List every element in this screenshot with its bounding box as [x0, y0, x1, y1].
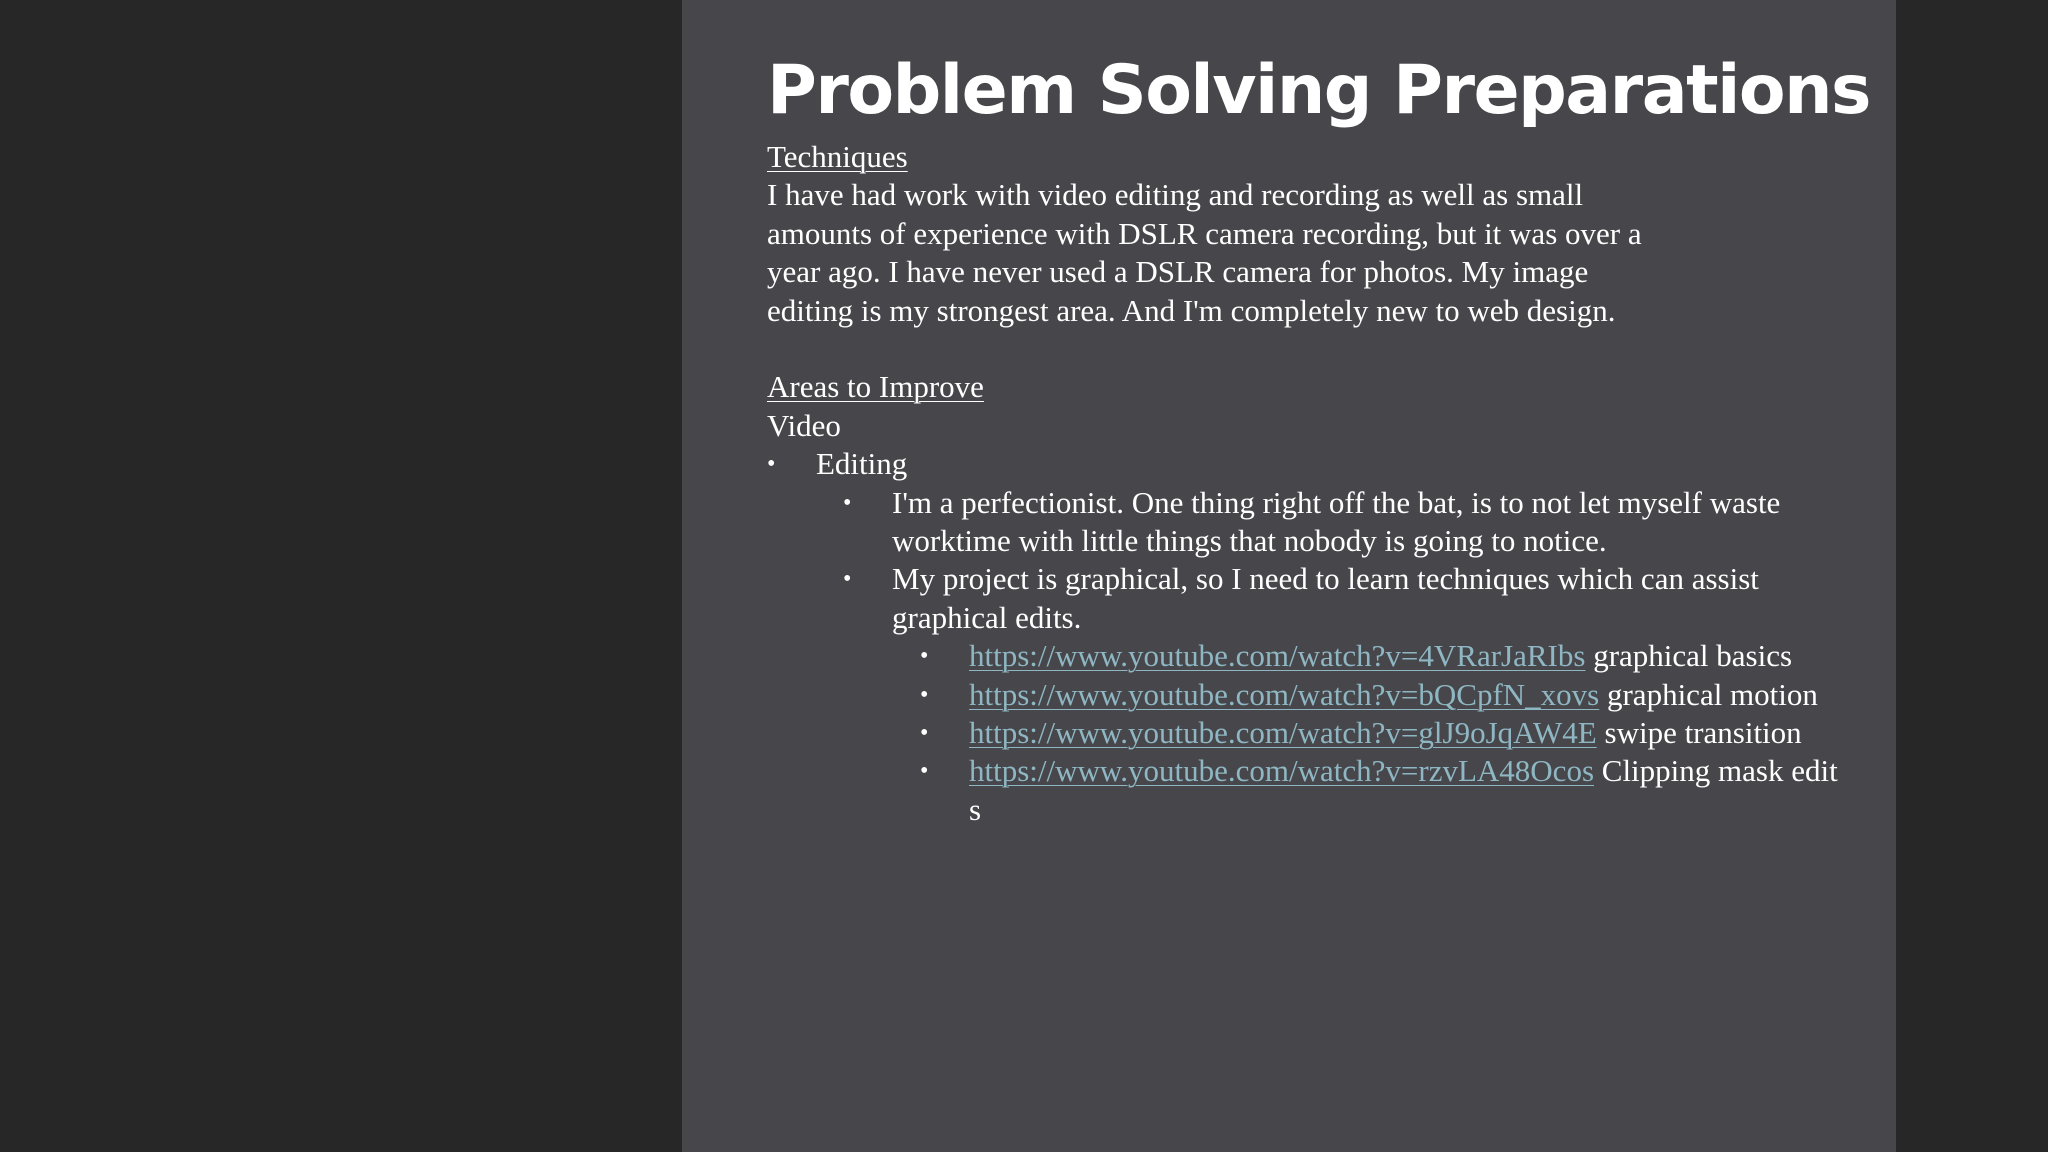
techniques-heading: Techniques: [767, 139, 908, 174]
youtube-link[interactable]: https://www.youtube.com/watch?v=glJ9oJqAW4E: [969, 715, 1597, 751]
link-description: swipe transition: [1596, 715, 1802, 751]
slide-body: [767, 138, 1847, 829]
section-spacer: [767, 330, 1847, 368]
areas-category: Video: [767, 407, 841, 443]
slide: [682, 0, 1896, 1152]
bullet-editing: [767, 445, 1847, 483]
link-item-clipping-mask: [767, 752, 1847, 829]
bullet-perfectionist: [767, 484, 1847, 561]
bullet-text: Editing: [816, 446, 908, 482]
bullet-graphical-project: [767, 560, 1847, 637]
techniques-line-2: amounts of experience with DSLR camera recording, but it was over a: [767, 215, 1642, 251]
bullet-dot: •: [920, 720, 929, 747]
link-item-swipe-transition: [767, 714, 1847, 752]
bullet-dot: •: [920, 681, 929, 708]
youtube-link[interactable]: https://www.youtube.com/watch?v=4VRarJaRIbs: [969, 638, 1586, 674]
bullet-dot: •: [843, 489, 852, 516]
link-item-graphical-basics: [767, 637, 1847, 675]
slide-title: Problem Solving Preparations: [767, 51, 1871, 130]
techniques-line-1: I have had work with video editing and recording as well as small: [767, 177, 1584, 213]
bullet-dot: •: [767, 451, 776, 478]
techniques-line-4: editing is my strongest area. And I'm completely new to web design.: [767, 292, 1616, 328]
link-description: graphical motion: [1599, 676, 1818, 712]
areas-heading: Areas to Improve: [767, 369, 984, 405]
bullet-text: I'm a perfectionist. One thing right off the bat, is to not let myself waste worktime with little things that nobody is going to notice.: [892, 484, 1781, 559]
link-description: graphical basics: [1585, 638, 1793, 674]
bullet-dot: •: [920, 643, 929, 670]
bullet-text: My project is graphical, so I need to learn techniques which can assist graphical edits.: [892, 561, 1759, 635]
link-item-graphical-motion: [767, 676, 1847, 714]
techniques-line-3: year ago. I have never used a DSLR camera for photos. My image: [767, 254, 1589, 290]
link-description: Clipping mask edits: [969, 753, 1838, 827]
youtube-link[interactable]: https://www.youtube.com/watch?v=rzvLA48Ocos: [969, 753, 1595, 789]
bullet-dot: •: [920, 758, 929, 785]
bullet-dot: •: [843, 566, 852, 593]
youtube-link[interactable]: https://www.youtube.com/watch?v=bQCpfN_xovs: [969, 676, 1600, 712]
